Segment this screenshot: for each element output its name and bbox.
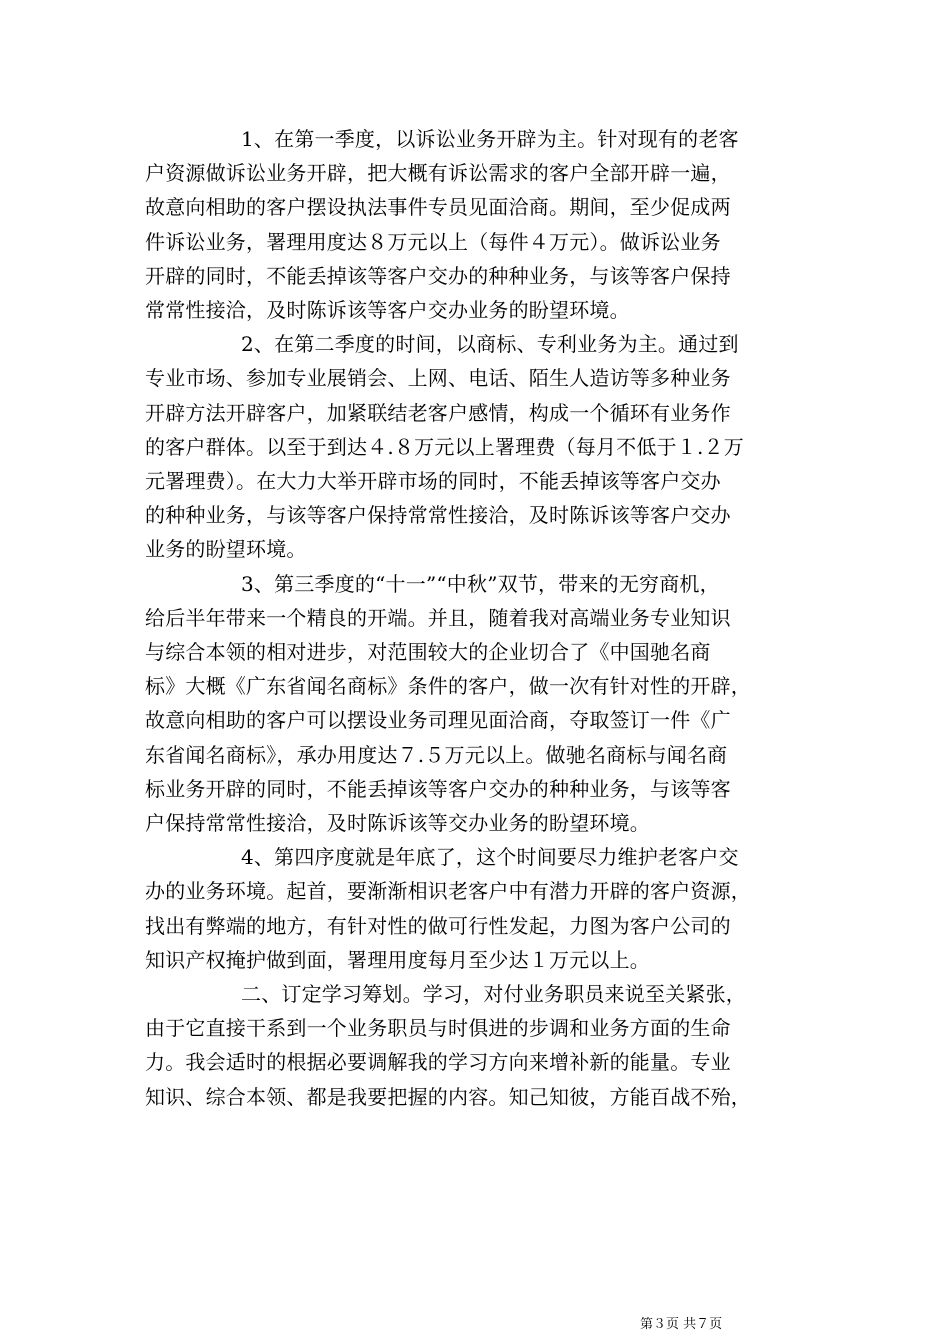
text-line: 元署理费）。在大力大举开辟市场的同时，不能丢掉该等客户交办: [145, 469, 721, 494]
text-line: 标》大概《广东省闻名商标》条件的客户，做一次有针对性的开辟，: [145, 674, 751, 699]
paragraph-q3-holidays: [145, 567, 825, 841]
text-line: 找出有弊端的地方，有针对性的做可行性发起，力图为客户公司的: [145, 913, 731, 938]
text-line: 的种种业务，与该等客户保持常常性接洽，及时陈诉该等客户交办: [145, 503, 731, 528]
text-line: 故意向相助的客户摆设执法事件专员见面洽商。期间，至少促成两: [145, 195, 731, 220]
text-line: 办的业务环境。起首，要渐渐相识老客户中有潜力开辟的客户资源，: [145, 879, 751, 904]
text-line: 户保持常常性接洽，及时陈诉该等交办业务的盼望环境。: [145, 811, 650, 836]
text-line: 户资源做诉讼业务开辟，把大概有诉讼需求的客户全部开辟一遍，: [145, 161, 731, 186]
text-line: 件诉讼业务，署理用度达８万元以上（每件４万元）。做诉讼业务: [145, 229, 721, 254]
text-line: 力。我会适时的根据必要调解我的学习方向来增补新的能量。专业: [145, 1050, 731, 1075]
text-line: 1、在第一季度，以诉讼业务开辟为主。针对现有的老客: [241, 127, 739, 151]
document-body: [145, 122, 825, 1114]
page-number-footer: 第３页 共７页: [640, 1317, 723, 1332]
text-line: 常常性接洽，及时陈诉该等客户交办业务的盼望环境。: [145, 298, 630, 323]
paragraph-q4-year-end: [145, 840, 825, 977]
paragraph-q1-litigation: [145, 122, 825, 327]
text-line: 4、第四序度就是年底了，这个时间要尽力维护老客户交: [241, 845, 739, 870]
text-line: 2、在第二季度的时间，以商标、专利业务为主。通过到: [241, 332, 739, 357]
text-line: 开辟方法开辟客户，加紧联结老客户感情，构成一个循环有业务作: [145, 400, 731, 425]
text-line: 知识、综合本领、都是我要把握的内容。知己知彼，方能百战不殆，: [145, 1084, 751, 1109]
text-line: 的客户群体。以至于到达４.８万元以上署理费（每月不低于１.２万: [145, 434, 744, 459]
paragraph-study-plan: [145, 977, 825, 1114]
text-line: 给后半年带来一个精良的开端。并且，随着我对高端业务专业知识: [145, 605, 731, 630]
text-line: 标业务开辟的同时，不能丢掉该等客户交办的种种业务，与该等客: [145, 776, 731, 801]
text-line: 开辟的同时，不能丢掉该等客户交办的种种业务，与该等客户保持: [145, 263, 731, 288]
text-line: 东省闻名商标》，承办用度达７.５万元以上。做驰名商标与闻名商: [145, 742, 728, 767]
paragraph-q2-trademark-patent: [145, 327, 825, 566]
text-line: 故意向相助的客户可以摆设业务司理见面洽商，夺取签订一件《广: [145, 708, 731, 733]
text-line: 与综合本领的相对进步，对范围较大的企业切合了《中国驰名商: [145, 640, 711, 665]
text-line: 3、第三季度的“十一”“中秋”双节，带来的无穷商机，: [241, 571, 720, 596]
text-line: 专业市场、参加专业展销会、上网、电话、陌生人造访等多种业务: [145, 366, 731, 391]
text-line: 二、订定学习筹划。学习，对付业务职员来说至关紧张，: [241, 982, 746, 1007]
text-line: 知识产权掩护做到面，署理用度每月至少达１万元以上。: [145, 947, 650, 972]
text-line: 业务的盼望环境。: [145, 537, 307, 562]
text-line: 由于它直接干系到一个业务职员与时俱进的步调和业务方面的生命: [145, 1016, 731, 1041]
